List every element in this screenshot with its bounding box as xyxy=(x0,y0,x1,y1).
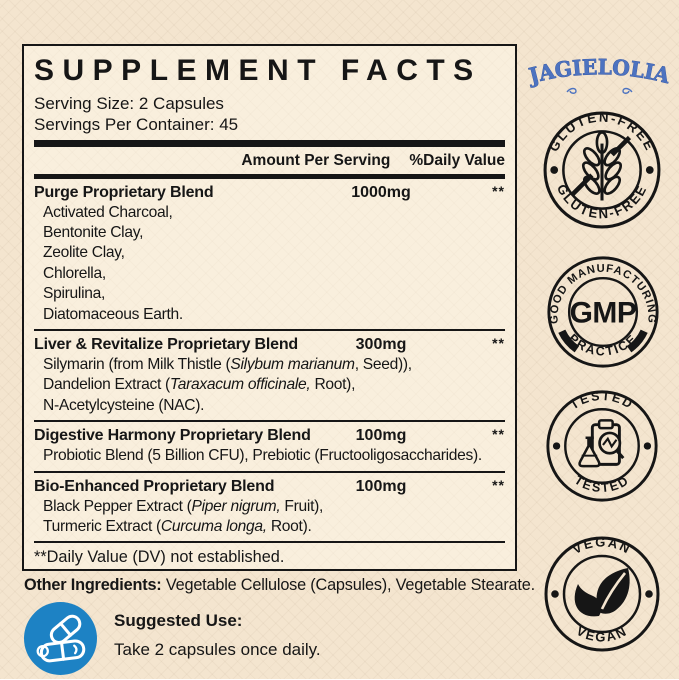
blend-daily-value: ** xyxy=(492,426,505,443)
blend-ingredients-line: Probiotic Blend (5 Billion CFU), Prebiotic (Fructooligosaccharides). xyxy=(43,447,482,465)
blend-name: Bio-Enhanced Proprietary Blend xyxy=(34,477,275,495)
blend-name: Liver & Revitalize Proprietary Blend xyxy=(34,335,299,353)
amount-per-serving-header: Amount Per Serving xyxy=(241,152,391,169)
facts-sections xyxy=(34,179,505,544)
blend-row xyxy=(34,182,505,203)
supplement-facts-title: SUPPLEMENT FACTS xyxy=(34,54,482,87)
divider-thick xyxy=(34,140,505,147)
badge-tested xyxy=(544,388,660,504)
blend-section xyxy=(34,422,505,472)
blend-name: Purge Proprietary Blend xyxy=(34,183,214,201)
blend-ingredients-line: Chlorella, xyxy=(43,264,106,282)
blend-amount: 300mg xyxy=(355,335,407,353)
blend-ingredients-line: Turmeric Extract (Curcuma longa, Root). xyxy=(43,517,312,535)
blend-ingredients-line: Black Pepper Extract (Piper nigrum, Fruit), xyxy=(43,497,324,515)
blend-ingredients-line: N-Acetylcysteine (NAC). xyxy=(43,396,205,414)
brand-name: JAGIELOLIA xyxy=(526,54,674,89)
blend-daily-value: ** xyxy=(492,182,505,199)
svg-text:VEGAN: VEGAN xyxy=(573,623,631,645)
svg-text:GLUTEN-FREE: GLUTEN-FREE xyxy=(553,181,651,222)
facts-panel xyxy=(22,44,517,571)
badge-vegan xyxy=(542,534,662,654)
suggested-use xyxy=(114,611,321,660)
blend-name: Digestive Harmony Proprietary Blend xyxy=(34,427,311,445)
blend-ingredients-line: Bentonite Clay, xyxy=(43,223,144,241)
servings-per-container: Servings Per Container: 45 xyxy=(34,115,239,134)
other-ingredients-label: Other Ingredients: xyxy=(24,576,162,594)
svg-text:TESTED: TESTED xyxy=(567,388,637,413)
blend-ingredients-line: Diatomaceous Earth. xyxy=(43,305,183,323)
other-ingredients xyxy=(24,576,536,595)
blend-row xyxy=(34,334,505,355)
suggested-use-label: Suggested Use: xyxy=(114,611,243,630)
leaves-icon xyxy=(575,568,630,616)
blend-section xyxy=(34,179,505,331)
blend-row xyxy=(34,476,505,497)
blend-ingredients-line: Spirulina, xyxy=(43,285,106,303)
suggested-use-text: Take 2 capsules once daily. xyxy=(114,640,321,659)
capsules-icon xyxy=(24,602,97,675)
badge-gmp xyxy=(545,254,661,370)
blend-amount: 100mg xyxy=(355,477,407,495)
gmp-text: GMP xyxy=(569,296,637,330)
svg-text:JAGIELOLIA xyxy=(525,54,674,88)
blend-section xyxy=(34,473,505,544)
badge-gluten-free xyxy=(541,109,663,231)
blend-row xyxy=(34,425,505,446)
svg-text:GOOD MANUFACTURING: GOOD MANUFACTURING xyxy=(548,262,658,325)
other-ingredients-text: Vegetable Cellulose (Capsules), Vegetable Stearate. xyxy=(161,576,535,594)
lab-analysis-icon xyxy=(580,420,624,466)
daily-value-header: %Daily Value xyxy=(409,152,505,169)
logo-flourish-left xyxy=(567,89,576,94)
blend-ingredients-line: Zeolite Clay, xyxy=(43,244,125,262)
svg-text:GLUTEN-FREE: GLUTEN-FREE xyxy=(545,109,659,155)
blend-daily-value: ** xyxy=(492,476,505,493)
wheat-crossed-icon xyxy=(573,132,630,200)
blend-section xyxy=(34,331,505,422)
blend-ingredients-line: Silymarin (from Milk Thistle (Silybum marianum, Seed)), xyxy=(43,355,412,373)
facts-column-headers xyxy=(34,147,505,174)
blend-ingredients-line: Dandelion Extract (Taraxacum officinale, Root), xyxy=(43,376,356,394)
blend-amount: 1000mg xyxy=(351,183,411,201)
logo-flourish-right xyxy=(623,89,632,94)
facts-footnote: **Daily Value (DV) not established. xyxy=(34,548,285,567)
blend-amount: 100mg xyxy=(355,427,407,445)
blend-daily-value: ** xyxy=(492,334,505,351)
svg-text:TESTED: TESTED xyxy=(571,472,633,496)
serving-size: Serving Size: 2 Capsules xyxy=(34,94,224,113)
svg-text:VEGAN: VEGAN xyxy=(569,534,635,557)
brand-logo xyxy=(522,42,677,102)
svg-text:PRACTICE: PRACTICE xyxy=(565,331,641,359)
blend-ingredients-line: Activated Charcoal, xyxy=(43,203,173,221)
